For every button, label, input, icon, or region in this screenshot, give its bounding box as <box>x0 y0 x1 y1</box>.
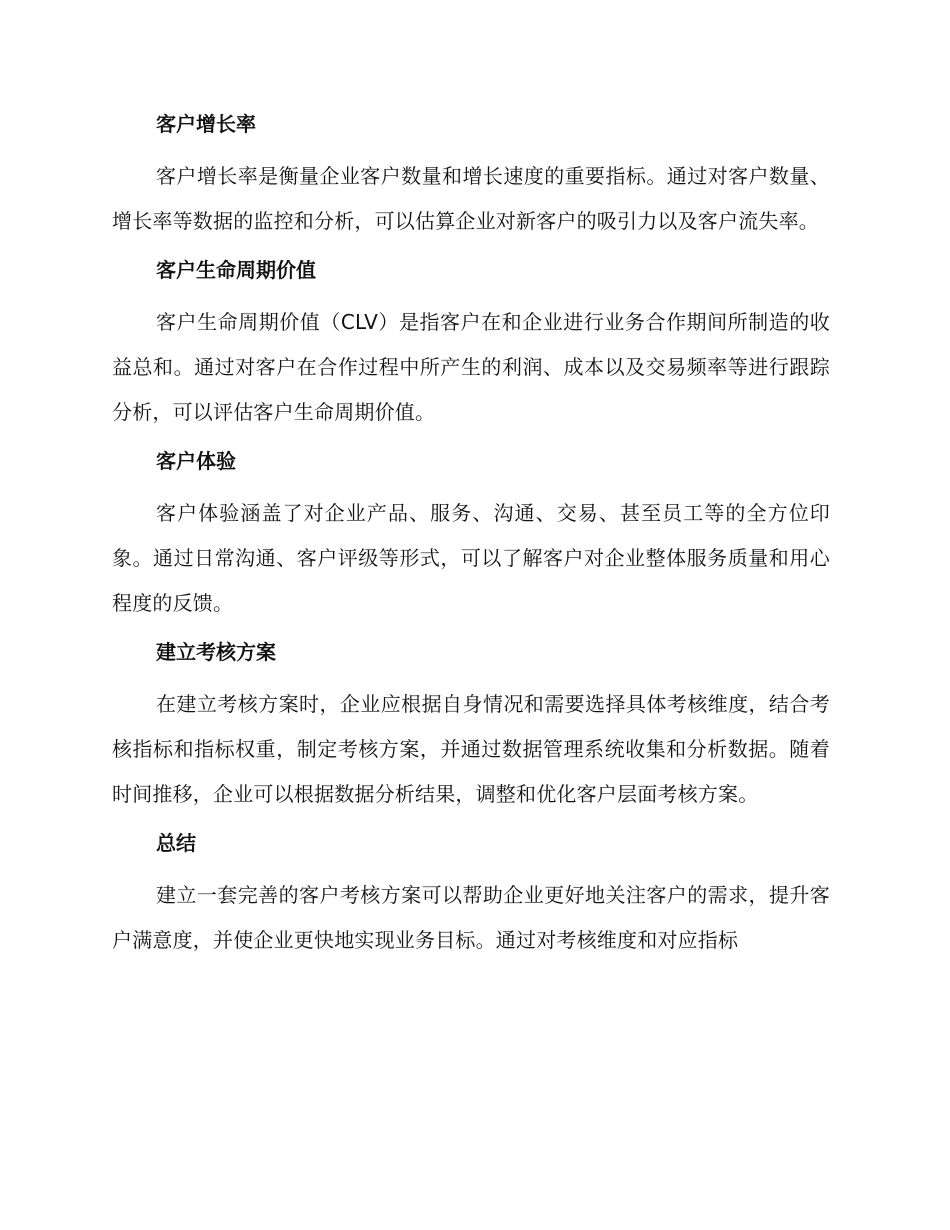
section-customer-growth-rate <box>112 110 830 244</box>
section-build-assessment-plan <box>112 638 830 817</box>
document-page <box>112 110 830 975</box>
section-paragraph: 在建立考核方案时，企业应根据自身情况和需要选择具体考核维度，结合考核指标和指标权重，制定考核方案，并通过数据管理系统收集和分析数据。随着时间推移，企业可以根据数据分析结果，调整和优化客户层面考核方案。 <box>112 692 830 806</box>
section-heading: 客户体验 <box>156 449 236 473</box>
section-customer-lifetime-value <box>112 256 830 435</box>
section-heading: 客户增长率 <box>156 112 256 136</box>
section-paragraph: 客户增长率是衡量企业客户数量和增长速度的重要指标。通过对客户数量、增长率等数据的监控和分析，可以估算企业对新客户的吸引力以及客户流失率。 <box>112 164 830 233</box>
section-heading: 客户生命周期价值 <box>156 258 316 282</box>
section-summary <box>112 829 830 963</box>
section-customer-experience <box>112 447 830 626</box>
section-paragraph: 客户体验涵盖了对企业产品、服务、沟通、交易、甚至员工等的全方位印象。通过日常沟通、客户评级等形式，可以了解客户对企业整体服务质量和用心程度的反馈。 <box>112 501 830 615</box>
section-heading: 建立考核方案 <box>156 640 276 664</box>
section-paragraph: 建立一套完善的客户考核方案可以帮助企业更好地关注客户的需求，提升客户满意度，并使企业更快地实现业务目标。通过对考核维度和对应指标 <box>112 883 830 952</box>
section-paragraph: 客户生命周期价值（CLV）是指客户在和企业进行业务合作期间所制造的收益总和。通过对客户在合作过程中所产生的利润、成本以及交易频率等进行跟踪分析，可以评估客户生命周期价值。 <box>112 310 830 424</box>
section-heading: 总结 <box>156 831 196 855</box>
